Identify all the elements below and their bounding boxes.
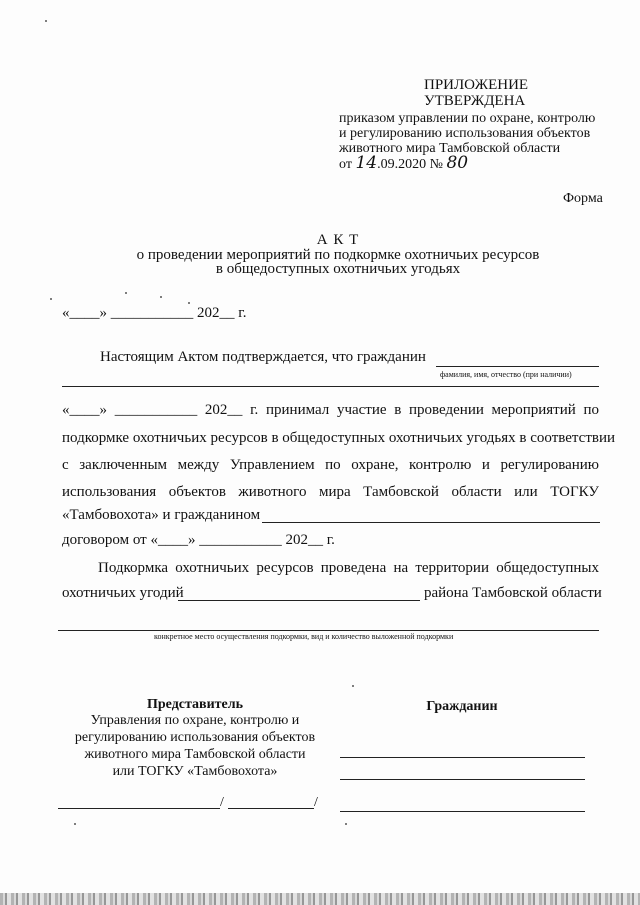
paragraph1-line3: с заключенным между Управлением по охране, контролю и регулированию: [62, 457, 599, 473]
date-rest: .09.2020 №: [377, 157, 443, 172]
order-line-3: животного мира Тамбовской области: [339, 141, 561, 156]
place-caption: конкретное место осуществления подкормки, вид и количество выложенной подкормки: [154, 632, 454, 641]
citizen-contract-line: [262, 522, 600, 523]
paragraph1-line2: подкормке охотничьих ресурсов в общедоступных охотничьих угодьях в соответствии: [62, 430, 616, 446]
rep-line-3: животного мира Тамбовской области: [84, 747, 306, 762]
rep-line-4: или ТОГКУ «Тамбовохота»: [112, 764, 278, 779]
order-line-1: приказом управлении по охране, контролю: [339, 111, 596, 126]
fio-caption: фамилия, имя, отчество (при наличии): [440, 370, 572, 379]
scan-speck: [45, 20, 47, 22]
rep-title: Представитель: [146, 697, 244, 712]
paragraph2-line1: Подкормка охотничьих ресурсов проведена на территории общедоступных: [98, 560, 599, 576]
place-line: [58, 630, 599, 631]
act-subtitle-line1: о проведении мероприятий по подкормке охотничьих ресурсов: [136, 247, 540, 263]
rep-line-1: Управления по охране, контролю и: [90, 713, 300, 728]
paragraph1-line5: «Тамбовохота» и гражданином: [62, 507, 261, 523]
paragraph2-line2-b: района Тамбовской области: [424, 585, 602, 601]
scan-edge: [0, 893, 640, 905]
citizen-line-3: [340, 811, 585, 812]
rep-signature-line: [58, 808, 220, 809]
approved-label: УТВЕРЖДЕНА: [424, 93, 526, 109]
rep-line-2: регулированию использования объектов: [74, 730, 316, 745]
rep-signature-slash-1: /: [220, 795, 224, 810]
citizen-name-line-2: [62, 386, 599, 387]
rep-name-line: [228, 808, 314, 809]
paragraph1-line6: договором от «____» ___________ 202__ г.: [62, 532, 335, 548]
paragraph1-line4: использования объектов животного мира Тамбовской области или ТОГКУ: [62, 484, 599, 500]
appendix-label: ПРИЛОЖЕНИЕ: [424, 77, 529, 93]
act-date-line: «____» ___________ 202__ г.: [62, 305, 247, 321]
hunting-grounds-line: [178, 600, 420, 601]
paragraph2-line2-a: охотничьих угодий: [62, 585, 184, 601]
handwritten-order-number: 80: [446, 153, 469, 173]
act-title: А К Т: [316, 232, 360, 248]
citizen-line-1: [340, 757, 585, 758]
intro-text: Настоящим Актом подтверждается, что гражданин: [100, 349, 426, 365]
order-line-2: и регулированию использования объектов: [339, 126, 591, 141]
citizen-name-line: [436, 366, 599, 367]
order-date-line: [339, 153, 468, 173]
date-prefix: от: [339, 157, 352, 172]
rep-signature-slash-2: /: [314, 795, 318, 810]
scan-speck: [188, 302, 190, 304]
scan-speck: [74, 823, 76, 825]
citizen-line-2: [340, 779, 585, 780]
paragraph1-line1: «____» ___________ 202__ г. принимал участие в проведении мероприятий по: [62, 402, 599, 418]
scan-speck: [160, 296, 162, 298]
handwritten-day: 14: [355, 153, 378, 173]
scan-speck: [352, 685, 354, 687]
scan-speck: [50, 298, 52, 300]
act-subtitle-line2: в общедоступных охотничьих угодьях: [215, 261, 461, 277]
scan-speck: [345, 823, 347, 825]
citizen-title: Гражданин: [426, 699, 498, 714]
scan-speck: [125, 292, 127, 294]
form-label: Форма: [563, 191, 603, 206]
